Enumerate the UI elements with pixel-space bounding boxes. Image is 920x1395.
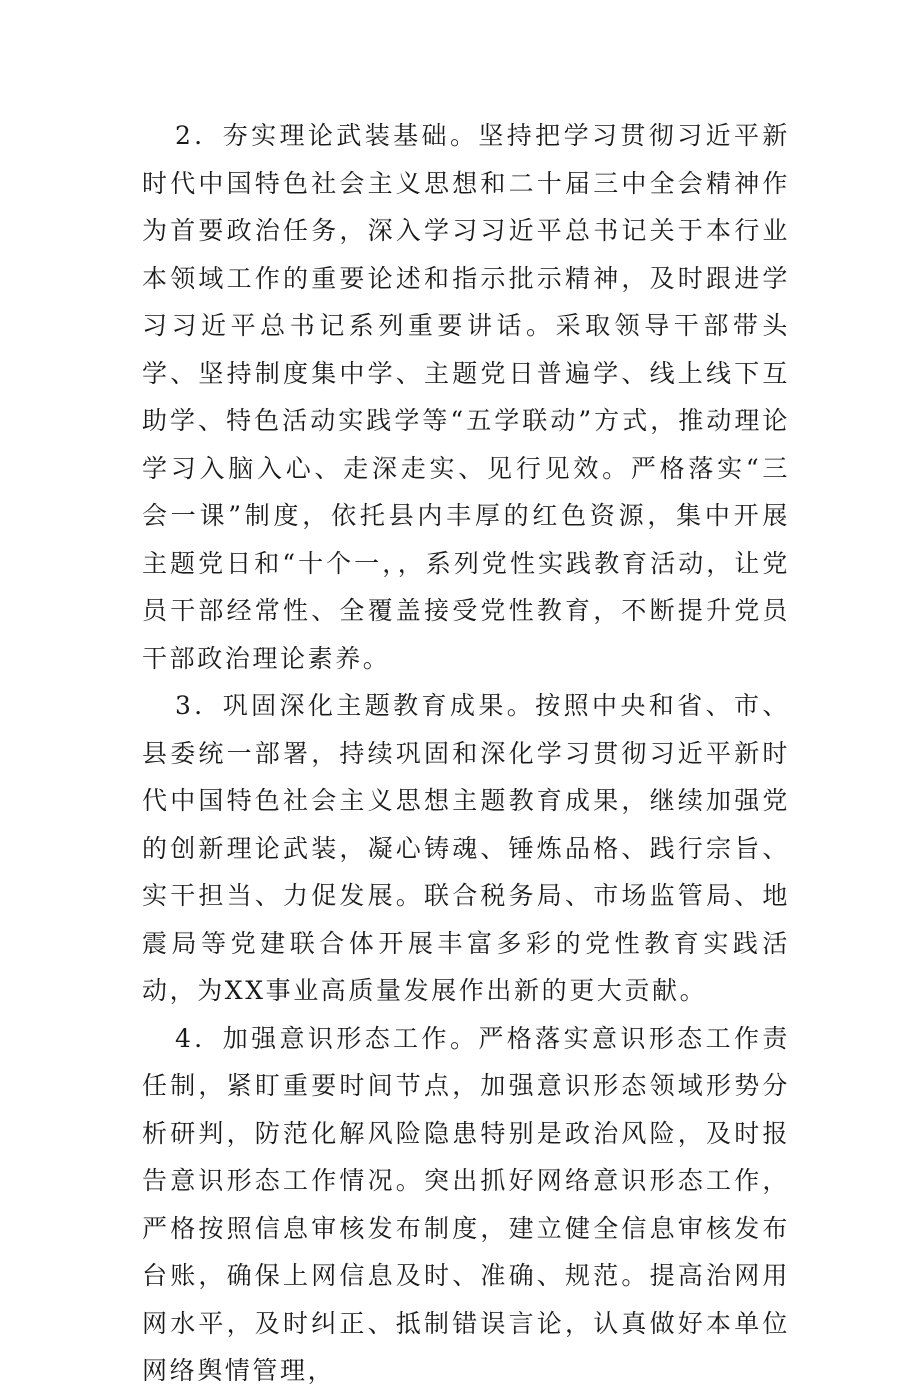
paragraph-2-theory-foundation: 2．夯实理论武装基础。坚持把学习贯彻习近平新时代中国特色社会主义思想和二十届三中全会精神作为首要政治任务，深入学习习近平总书记关于本行业本领域工作的重要论述和指示批示精神，及时跟进学习习近平总书记系列重要讲话。采取领导干部带头学、坚持制度集中学、主题党日普遍学、线上线下互助学、特色活动实践学等“五学联动”方式，推动理论学习入脑入心、走深走实、见行见效。严格落实“三会一课”制度，依托县内丰厚的红色资源，集中开展主题党日和“十个一，，系列党性实践教育活动，让党员干部经常性、全覆盖接受党性教育，不断提升党员干部政治理论素养。 xyxy=(142,121,790,673)
paragraph-4-ideology-work: 4．加强意识形态工作。严格落实意识形态工作责任制，紧盯重要时间节点，加强意识形态领域形势分析研判，防范化解风险隐患特别是政治风险，及时报告意识形态工作情况。突出抓好网络意识形态工作，严格按照信息审核发布制度，建立健全信息审核发布台账，确保上网信息及时、准确、规范。提高治网用网水平，及时纠正、抵制错误言论，认真做好本单位网络舆情管理， xyxy=(142,1023,790,1385)
paragraph-3-education-results: 3．巩固深化主题教育成果。按照中央和省、市、县委统一部署，持续巩固和深化学习贯彻习近平新时代中国特色社会主义思想主题教育成果，继续加强党的创新理论武装，凝心铸魂、锤炼品格、践行宗旨、实干担当、力促发展。联合税务局、市场监管局、地震局等党建联合体开展丰富多彩的党性教育实践活动，为XX事业高质量发展作出新的更大贡献。 xyxy=(142,691,790,1005)
